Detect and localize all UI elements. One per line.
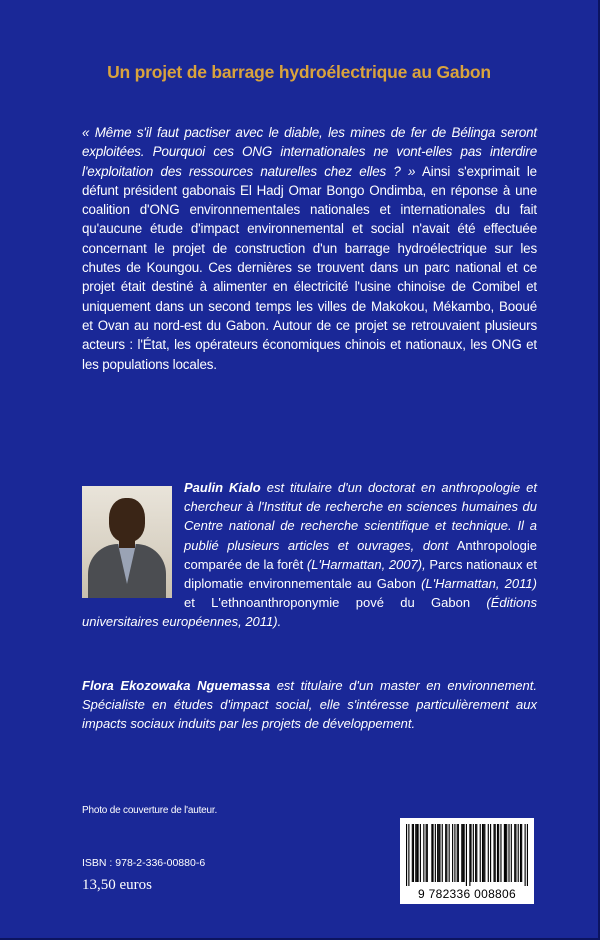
barcode-bar — [506, 824, 507, 882]
barcode-bar — [416, 824, 417, 882]
barcode-bar — [473, 824, 474, 882]
barcode-bar — [515, 824, 516, 882]
barcode-bar — [435, 824, 436, 882]
barcode-digits: 9 782336 008806 — [418, 887, 516, 901]
summary-text: Ainsi s'exprimait le défunt président gabonais El Hadj Omar Bongo Ondimba, en réponse à une coalition d'ONG environnementales nationales et internationales du fait qu'aucune étude d'impact environnemental et social n'avait été effectuée concernant le projet de construction d'un barrage hydroélectrique sur les chutes de Koungou. Ces dernières se trouvent dans un parc national et ce projet était destiné à alimenter en électricité l'usine chinoise de Comibel et uniquement dans un second temps les villes de Makokou, Mékambo, Booué et Ovan au nord-est du Gabon. Autour de ce projet se retrouvaient plusieurs acteurs : l'État, les opérateurs économiques chinois et nationaux, les ONG et les populations locales. — [82, 163, 537, 372]
barcode-bar — [495, 824, 496, 882]
barcode-bar — [488, 824, 489, 882]
barcode-bar — [464, 824, 465, 882]
barcode-bar — [449, 824, 450, 882]
barcode-bar — [475, 824, 476, 882]
barcode-bar — [466, 824, 467, 886]
barcode-bar — [504, 824, 505, 882]
barcode-bar — [437, 824, 438, 882]
author1-bio — [82, 478, 537, 632]
author1-bio-text: est titulaire d'un doctorat en anthropologie et chercheur à l'Institut de recherche en sciences humaines du Centre national de recherche scientifique et technique. Il a publié plusieurs articles et ouvrages, dont — [184, 480, 537, 553]
barcode-bar — [406, 824, 407, 886]
barcode-bar — [484, 824, 485, 882]
author2-bio-text: est titulaire d'un master en environnement. Spécialiste en études d'impact social, elle s'intéresse particulièrement aux impacts sociaux induits par les projets de développement. — [82, 678, 537, 732]
barcode-bar — [490, 824, 491, 882]
barcode-bar — [452, 824, 453, 882]
barcode-bar — [480, 824, 481, 882]
barcode-bars — [406, 824, 528, 886]
book-title: Un projet de barrage hydroélectrique au Gabon — [107, 62, 491, 82]
summary-quote: « Même s'il faut pactiser avec le diable, les mines de fer de Bélinga seront exploitées. Pourquoi ces ONG internationales ne vont-elles pas interdire l'exploitation des ressources naturelles chez elles ? » — [82, 125, 537, 179]
barcode-bar — [445, 824, 446, 882]
author2-name: Flora Ekozowaka Nguemassa — [82, 678, 271, 693]
barcode-bar — [418, 824, 419, 882]
barcode-bar — [427, 824, 428, 882]
barcode-bar — [438, 824, 439, 882]
barcode-bar — [525, 824, 526, 886]
barcode-bar — [470, 824, 471, 882]
barcode-bar — [527, 824, 528, 886]
barcode-bar — [439, 824, 440, 882]
barcode-bar — [498, 824, 499, 882]
barcode-bar — [458, 824, 459, 882]
barcode-bar — [457, 824, 458, 882]
barcode-bar — [476, 824, 477, 882]
barcode-bar — [442, 824, 443, 882]
author1-work3: L'ethnoanthroponymie pové du Gabon — [211, 595, 471, 611]
barcode-bar — [408, 824, 409, 886]
barcode-bar — [423, 824, 424, 882]
barcode-bar — [454, 824, 455, 882]
photo-credit: Photo de couverture de l'auteur. — [82, 805, 218, 816]
barcode-bar — [518, 824, 519, 882]
author1-work2-pub: (L'Harmattan, 2011) — [421, 576, 537, 592]
barcode-bar — [431, 824, 432, 882]
barcode-bar — [446, 824, 447, 882]
barcode-bar — [413, 824, 414, 882]
barcode — [400, 818, 534, 904]
barcode-bar — [482, 824, 483, 882]
barcode-bar — [493, 824, 494, 882]
barcode-bar — [511, 824, 512, 882]
barcode-bar — [483, 824, 484, 882]
barcode-bar — [505, 824, 506, 882]
isbn: ISBN : 978-2-336-00880-6 — [82, 857, 206, 869]
barcode-bar — [432, 824, 433, 882]
author1-name: Paulin Kialo — [184, 480, 261, 495]
barcode-bar — [500, 824, 501, 882]
barcode-bar — [420, 824, 421, 882]
barcode-bar — [520, 824, 521, 882]
author1-work3-pub: (Éditions universitaires européennes, 2011). — [82, 595, 537, 630]
author1-work1: Anthropologie comparée de la forêt — [184, 537, 537, 572]
barcode-bar — [514, 824, 515, 882]
barcode-bar — [426, 824, 427, 882]
author1-work1-pub: (L'Harmattan, 2007), — [306, 556, 426, 572]
barcode-bar — [521, 824, 522, 882]
barcode-bar — [469, 824, 470, 886]
barcode-bar — [508, 824, 509, 882]
barcode-bar — [412, 824, 413, 882]
barcode-bar — [415, 824, 416, 882]
summary-paragraph — [82, 123, 537, 374]
author1-work2: Parcs nationaux et diplomatie environnementale au Gabon — [184, 556, 537, 592]
barcode-bar — [497, 824, 498, 882]
price: 13,50 euros — [82, 877, 152, 893]
author1-and: et — [184, 595, 195, 611]
barcode-bar — [462, 824, 463, 882]
author2-bio — [82, 676, 537, 734]
barcode-bar — [461, 824, 462, 882]
